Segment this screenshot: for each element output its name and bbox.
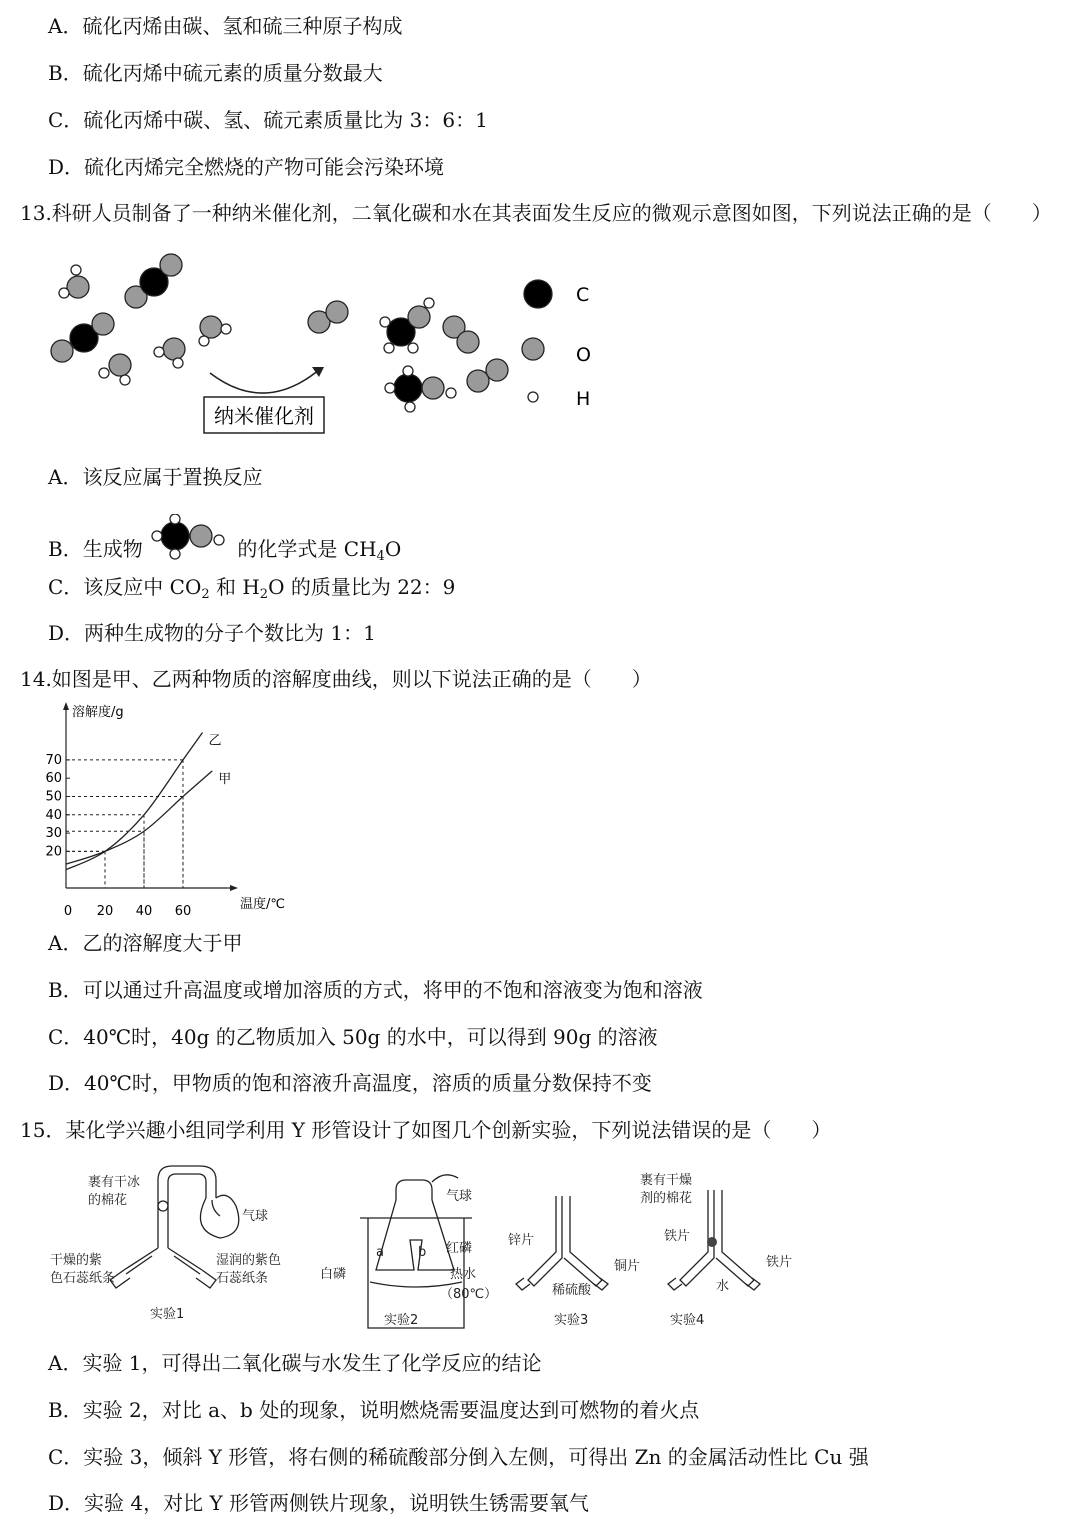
q12-option-a: A．硫化丙烯由碳、氢和硫三种原子构成 (48, 14, 403, 38)
q13-option-c (48, 575, 455, 607)
exp3-acid: 稀硫酸 (552, 1283, 592, 1298)
legend-o: O (576, 344, 591, 366)
exp3-caption: 实验3 (554, 1313, 589, 1328)
exp1-left2: 色石蕊纸条 (50, 1271, 116, 1286)
q13-option-d: D．两种生成物的分子个数比为 1：1 (48, 621, 376, 645)
x-tick-label: 60 (174, 904, 192, 919)
y-tick-label: 40 (45, 807, 62, 823)
exp2-a: a (376, 1245, 384, 1260)
exp4-fe-left: 铁片 (664, 1229, 691, 1244)
q12-option-b: B．硫化丙烯中硫元素的质量分数最大 (48, 61, 383, 85)
exp1-caption: 实验1 (150, 1307, 185, 1322)
exp4-water: 水 (716, 1279, 730, 1294)
y-tube-experiments (40, 1160, 820, 1338)
y-tick-label: 70 (45, 752, 62, 768)
catalyst-label: 纳米催化剂 (214, 404, 314, 428)
exp2-white-phosphorus: 白磷 (320, 1267, 347, 1282)
q13-c-sub1: 2 (201, 587, 210, 602)
exp1-balloon: 气球 (242, 1209, 269, 1224)
exp2-balloon: 气球 (446, 1189, 473, 1204)
solubility-chart (34, 700, 314, 925)
q12-option-d: D．硫化丙烯完全燃烧的产物可能会污染环境 (48, 155, 445, 179)
exp2-hot-water: 热水 (450, 1267, 477, 1282)
legend-h: H (576, 388, 591, 410)
q13-option-b (48, 537, 401, 569)
q13-c-part3: O 的质量比为 22：9 (268, 575, 456, 599)
exp1-right2: 石蕊纸条 (216, 1271, 269, 1286)
q14-option-c: C．40℃时，40g 的乙物质加入 50g 的水中，可以得到 90g 的溶液 (48, 1025, 658, 1049)
series-line-jia (66, 771, 212, 864)
q14-stem: 14.如图是甲、乙两种物质的溶解度曲线，则以下说法正确的是（ ） (20, 667, 652, 691)
q13-c-part1: C．该反应中 CO (48, 575, 202, 599)
exp4-caption: 实验4 (670, 1313, 705, 1328)
exp3-cu: 铜片 (614, 1259, 641, 1274)
exp2-temp: （80℃） (440, 1287, 498, 1302)
exp1-right1: 湿润的紫色 (216, 1253, 282, 1268)
q13-b-sub: 4 (376, 549, 385, 564)
q14-option-b: B．可以通过升高温度或增加溶质的方式，将甲的不饱和溶液变为饱和溶液 (48, 978, 703, 1002)
exp2-caption: 实验2 (384, 1313, 419, 1328)
exp1-label1: 裹有干冰 (88, 1175, 141, 1190)
exp3-zn: 锌片 (508, 1233, 535, 1248)
exp2-b: b (418, 1245, 427, 1260)
y-tick-label: 20 (45, 844, 62, 860)
y-tick-label: 60 (45, 771, 62, 787)
exp4-label2: 剂的棉花 (640, 1191, 693, 1206)
q12-option-c: C．硫化丙烯中碳、氢、硫元素质量比为 3：6：1 (48, 108, 488, 132)
q15-option-c: C．实验 3，倾斜 Y 形管，将右侧的稀硫酸部分倒入左侧，可得出 Zn 的金属活动性比 Cu 强 (48, 1445, 869, 1469)
y-axis-label: 溶解度/g (72, 705, 124, 720)
q13-c-sub2: 2 (259, 587, 269, 602)
q13-b-prefix: B．生成物 (48, 537, 143, 561)
q14-option-d: D．40℃时，甲物质的饱和溶液升高温度，溶质的质量分数保持不变 (48, 1071, 652, 1095)
reaction-arrow (210, 369, 320, 393)
exp1-label2: 的棉花 (88, 1193, 128, 1208)
reaction-diagram (40, 245, 620, 445)
origin-label: 0 (63, 904, 73, 919)
series-label: 甲 (218, 771, 232, 787)
exp2-red-phosphorus: 红磷 (446, 1241, 473, 1256)
q15-option-b: B．实验 2，对比 a、b 处的现象，说明燃烧需要温度达到可燃物的着火点 (48, 1398, 700, 1422)
q13-option-a: A．该反应属于置换反应 (48, 465, 263, 489)
y-tick-label: 50 (45, 789, 62, 805)
x-tick-label: 40 (135, 904, 153, 919)
y-tick-label: 30 (45, 826, 62, 842)
q15-option-a: A．实验 1，可得出二氧化碳与水发生了化学反应的结论 (48, 1351, 542, 1375)
exp4-fe-right: 铁片 (766, 1255, 793, 1270)
q15-stem: 15．某化学兴趣小组同学利用 Y 形管设计了如图几个创新实验，下列说法错误的是（ ） (20, 1118, 832, 1142)
exp4-label1: 裹有干燥 (640, 1173, 693, 1188)
legend-c: C (576, 284, 590, 306)
q13-b-after: O (384, 537, 402, 561)
q14-option-a: A．乙的溶解度大于甲 (48, 931, 243, 955)
q13-b-formula: 的化学式是 CH (237, 537, 377, 561)
q13-stem: 13.科研人员制备了一种纳米催化剂，二氧化碳和水在其表面发生反应的微观示意图如图，下列说法正确的是（ ） (20, 201, 1052, 225)
x-axis-label: 温度/℃ (240, 897, 285, 912)
x-tick-label: 20 (96, 904, 114, 919)
methanol-molecule-icon (149, 514, 231, 564)
series-label: 乙 (208, 733, 222, 749)
series-line-yi (66, 732, 203, 869)
q15-option-d: D．实验 4，对比 Y 形管两侧铁片现象，说明铁生锈需要氧气 (48, 1491, 590, 1515)
q13-c-part2: 和 H (209, 575, 260, 599)
exp1-left1: 干燥的紫 (50, 1253, 103, 1268)
